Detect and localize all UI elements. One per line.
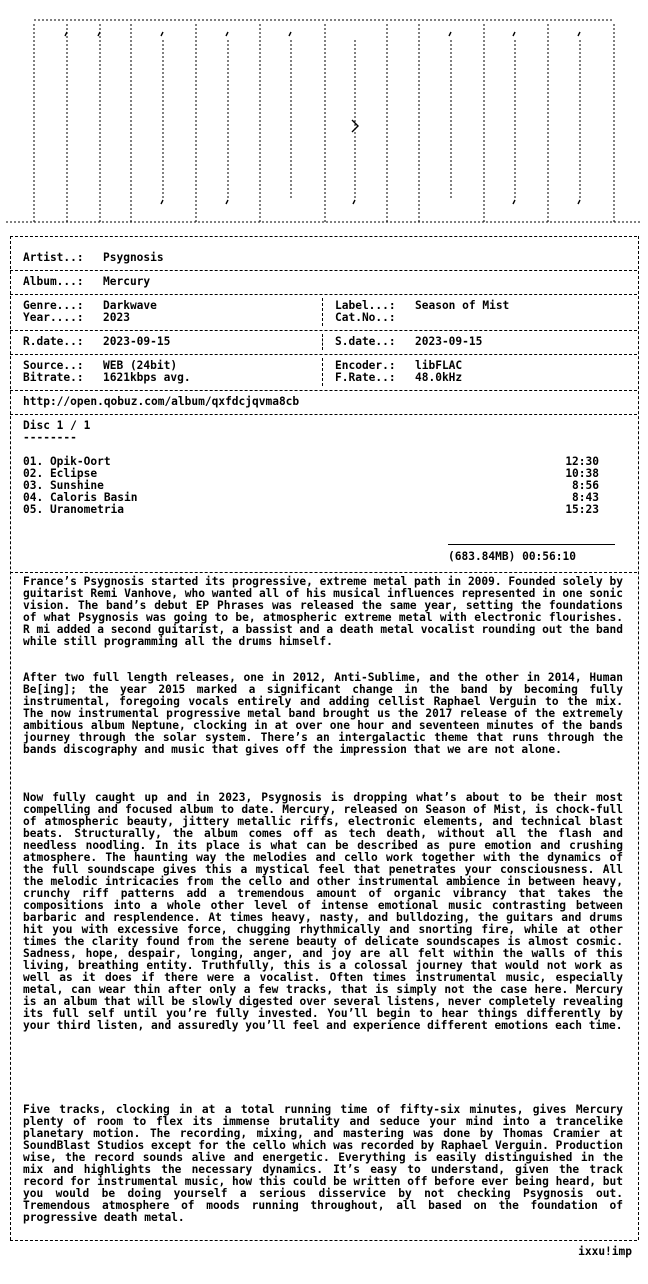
divider (10, 354, 637, 355)
track-name: 05. Uranometria (23, 503, 125, 516)
column-divider (322, 298, 323, 326)
divider (10, 390, 637, 391)
divider (10, 414, 637, 415)
source-label: Source..: (23, 359, 84, 372)
track-name: 04. Caloris Basin (23, 491, 138, 504)
album-label: Album...: (23, 275, 84, 288)
rdate-value: 2023-09-15 (103, 335, 171, 348)
description-paragraph: France’s Psygnosis started its progressive, extreme metal path in 2009. Founded solely by guitarist Remi Vanhove, who wanted all of his musical influences represented in one sonic vision. The band’s debut EP Phrases was released the same year, setting the foundations of what Psygnosis was going to be, atmospheric extreme metal with electronic flourishes. R mi added a second guitarist, a bassist and a death metal vocalist rounding out the band while still programming all the drums himself. (23, 575, 623, 648)
album-value: Mercury (103, 275, 151, 288)
encoder-value: libFLAC (415, 359, 463, 372)
artist-label: Artist..: (23, 251, 84, 264)
frate-label: F.Rate..: (335, 371, 396, 384)
track-duration: 15:23 (565, 503, 599, 516)
track-row (23, 504, 599, 516)
genre-label: Genre...: (23, 299, 84, 312)
column-divider (322, 334, 323, 350)
total-rule (448, 544, 615, 545)
track-row (23, 456, 599, 468)
label-value: Season of Mist (415, 299, 510, 312)
year-label: Year....: (23, 311, 84, 324)
track-duration: 10:38 (565, 467, 599, 480)
column-divider (322, 358, 323, 386)
rdate-label: R.date..: (23, 335, 84, 348)
total-size-duration: (683.84MB) 00:56:10 (448, 550, 576, 563)
track-name: 01. Opik-Oort (23, 455, 111, 468)
bitrate-value: 1621kbps avg. (103, 371, 191, 384)
divider (10, 572, 637, 573)
track-duration: 8:56 (572, 479, 599, 492)
divider (10, 270, 637, 271)
track-name: 03. Sunshine (23, 479, 104, 492)
year-value: 2023 (103, 311, 130, 324)
source-value: WEB (24bit) (103, 359, 178, 372)
sdate-label: S.date..: (335, 335, 396, 348)
encoder-label: Encoder.: (335, 359, 396, 372)
disc-title: Disc 1 / 1 (23, 419, 91, 432)
track-row (23, 468, 599, 480)
track-duration: 12:30 (565, 455, 599, 468)
divider (10, 236, 637, 237)
footer-signature: ixxu!imp (578, 1245, 632, 1258)
album-url-link[interactable]: http://open.qobuz.com/album/qxfdcjqvma8cb (23, 395, 300, 408)
frate-value: 48.0kHz (415, 371, 463, 384)
ascii-logo-art (0, 0, 648, 232)
track-duration: 8:43 (572, 491, 599, 504)
catno-label: Cat.No..: (335, 311, 396, 324)
track-name: 02. Eclipse (23, 467, 98, 480)
bitrate-label: Bitrate.: (23, 371, 84, 384)
description-paragraph: After two full length releases, one in 2012, Anti-Sublime, and the other in 2014, Human Be[ing]; the year 2015 marked a significant change in the band by becoming fully instrumental, foregoing vocals entirely and adding cellist Raphael Verguin to the mix. The now instrumental progressive metal band brought us the 2017 release of the extremely ambitious album Neptune, clocking in at over one hour and seventeen minutes of the bands journey through the solar system. There’s an intergalactic theme that runs through the bands discography and music that gives off the impression that we are not alone. (23, 671, 623, 756)
description-paragraph: Now fully caught up and in 2023, Psygnosis is dropping what’s about to be their most compelling and focused album to date. Mercury, released on Season of Mist, is chock-full of atmospheric beauty, jittery metallic riffs, electronic elements, and technical blast beats. Structurally, the album comes off as tech death, without all the flash and needless noodling. In its place is what can be described as pure emotion and crushing atmosphere. The haunting way the melodies and cello work together with the dynamics of the full soundscape gives this a mystical feel that penetrates your consciousness. All the melodic intricacies from the cello and other instrumental ambience in between heavy, crunchy riff patterns add a tremendous amount of organic vibrancy that takes the compositions into a whole other level of intense emotional music contrasting between barbaric and resplendence. At times heavy, nasty, and bulldozing, the guitars and drums hit you with excessive force, chugging rhythmically and snorting fire, while at other times the clarity found from the serene beauty of delicate soundscapes is almost cosmic. Sadness, hope, despair, longing, anger, and joy are all felt within the walls of this living, breathing entity. Truthfully, this is a colossal journey that would not work as well as it does if there were a vocalist. Often times instrumental music, especially metal, can wear thin after only a few tracks, that is simply not the case here. Mercury is an album that will be slowly digested over several listens, never completely revealing its full self until you’re fully invested. You’ll begin to hear things differently by your third listen, and assuredly you’ll feel and experience different emotions each time. (23, 791, 623, 1032)
divider (10, 294, 637, 295)
label-label: Label...: (335, 299, 396, 312)
divider (10, 1240, 637, 1241)
description-paragraph: Five tracks, clocking in at a total running time of fifty-six minutes, gives Mercury plenty of room to flex its immense brutality and seduce your mind into a trancelike planetary motion. The recording, mixing, and mastering was done by Thomas Cramier at SoundBlast Studios except for the cello which was recorded by Raphael Verguin. Production wise, the record sounds alive and energetic. Everything is easily distinguished in the mix and highlights the necessary dynamics. It’s easy to understand, given the track record for instrumental music, how this could be written off before ever being heard, but you would be doing yourself a serious disservice by not checking Psygnosis out. Tremendous atmosphere of moods running throughout, all based on the foundation of progressive death metal. (23, 1103, 623, 1224)
artist-value: Psygnosis (103, 251, 164, 264)
divider (10, 330, 637, 331)
genre-value: Darkwave (103, 299, 157, 312)
sdate-value: 2023-09-15 (415, 335, 483, 348)
disc-title-underline: -------- (23, 431, 77, 444)
